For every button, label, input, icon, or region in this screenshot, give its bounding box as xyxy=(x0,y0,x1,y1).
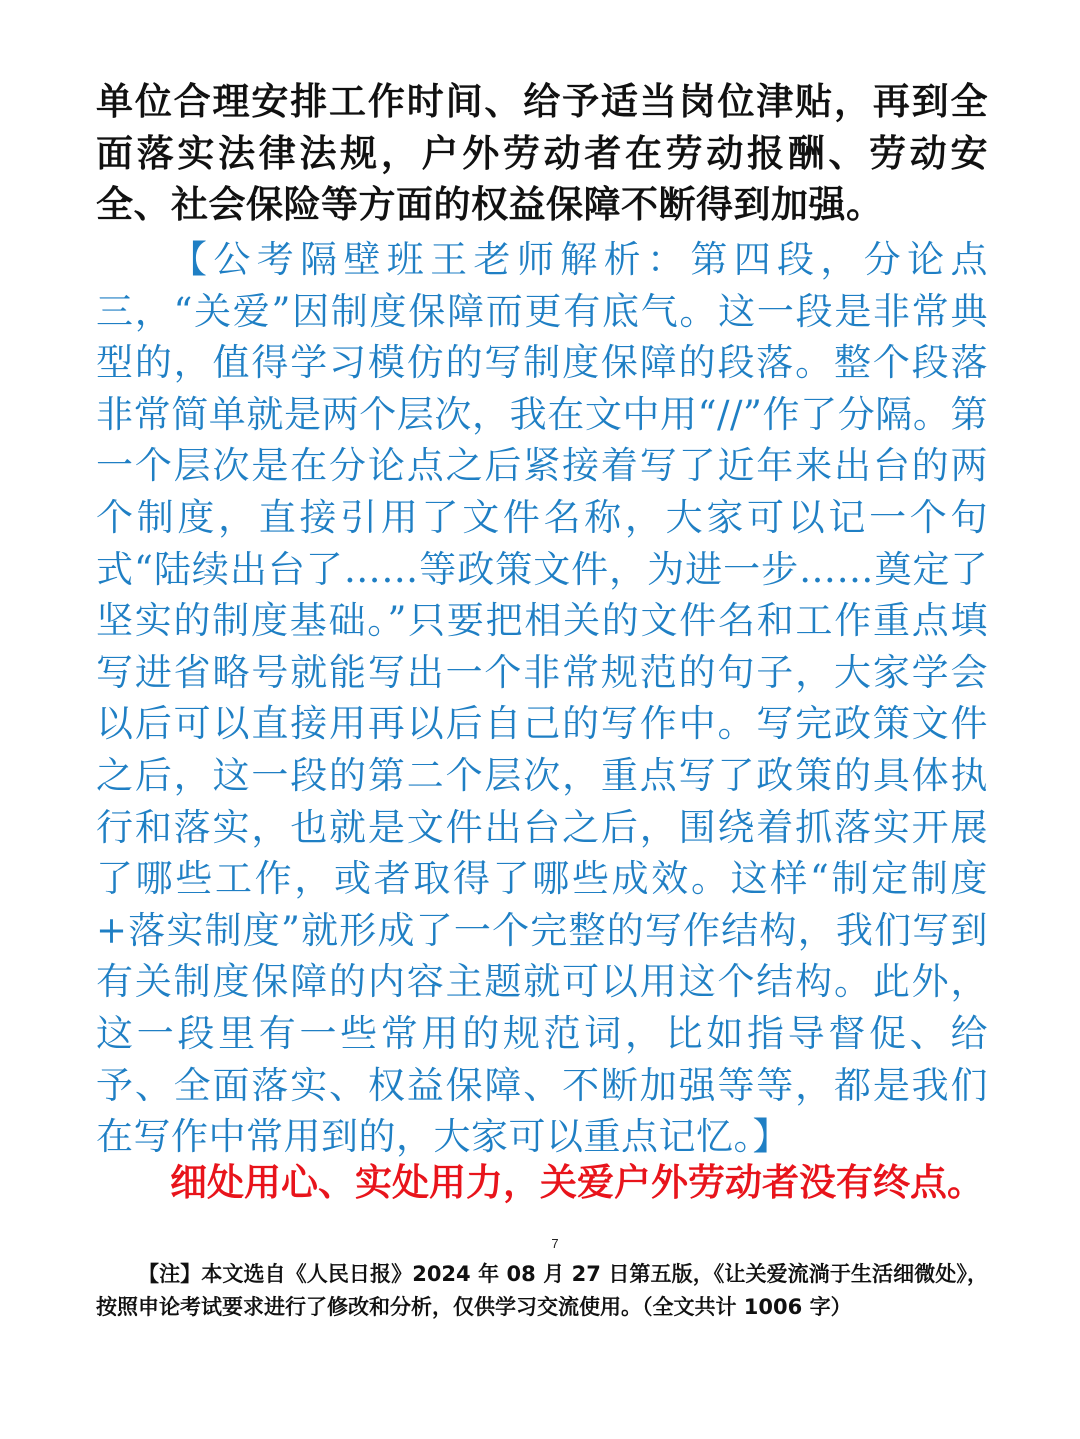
body-paragraph: 单位合理安排工作时间、给予适当岗位津贴，再到全面落实法律法规，户外劳动者在劳动报酬、劳动安全、社会保险等方面的权益保障不断得到加强。 xyxy=(96,79,988,227)
closing-sentence: 细处用心、实处用力，关爱户外劳动者没有终点。 xyxy=(170,1160,984,1204)
source-note: 【注】本文选自《人民日报》2024 年 08 月 27 日第五版，《让关爱流淌于生活细微处》，按照申论考试要求进行了修改和分析，仅供学习交流使用。（全文共计 1006 字） xyxy=(96,1262,988,1319)
analysis-paragraph: 【公考隔壁班王老师解析：第四段，分论点三，“关爱”因制度保障而更有底气。这一段是非常典型的，值得学习模仿的写制度保障的段落。整个段落非常简单就是两个层次，我在文中用“//”作了分隔。第一个层次是在分论点之后紧接着写了近年来出台的两个制度，直接引用了文件名称，大家可以记一个句式“陆续出台了……等政策文件，为进一步……奠定了坚实的制度基础。”只要把相关的文件名和工作重点填写进省略号就能写出一个非常规范的句子，大家学会以后可以直接用再以后自己的写作中。写完政策文件之后，这一段的第二个层次，重点写了政策的具体执行和落实，也就是文件出台之后，围绕着抓落实开展了哪些工作，或者取得了哪些成效。这样“制定制度+落实制度”就形成了一个完整的写作结构，我们写到有关制度保障的内容主题就可以用这个结构。此外，这一段里有一些常用的规范词，比如指导督促、给予、全面落实、权益保障、不断加强等等，都是我们在写作中常用到的，大家可以重点记忆。】 xyxy=(96,238,988,1159)
page-number: 7 xyxy=(551,1236,559,1251)
